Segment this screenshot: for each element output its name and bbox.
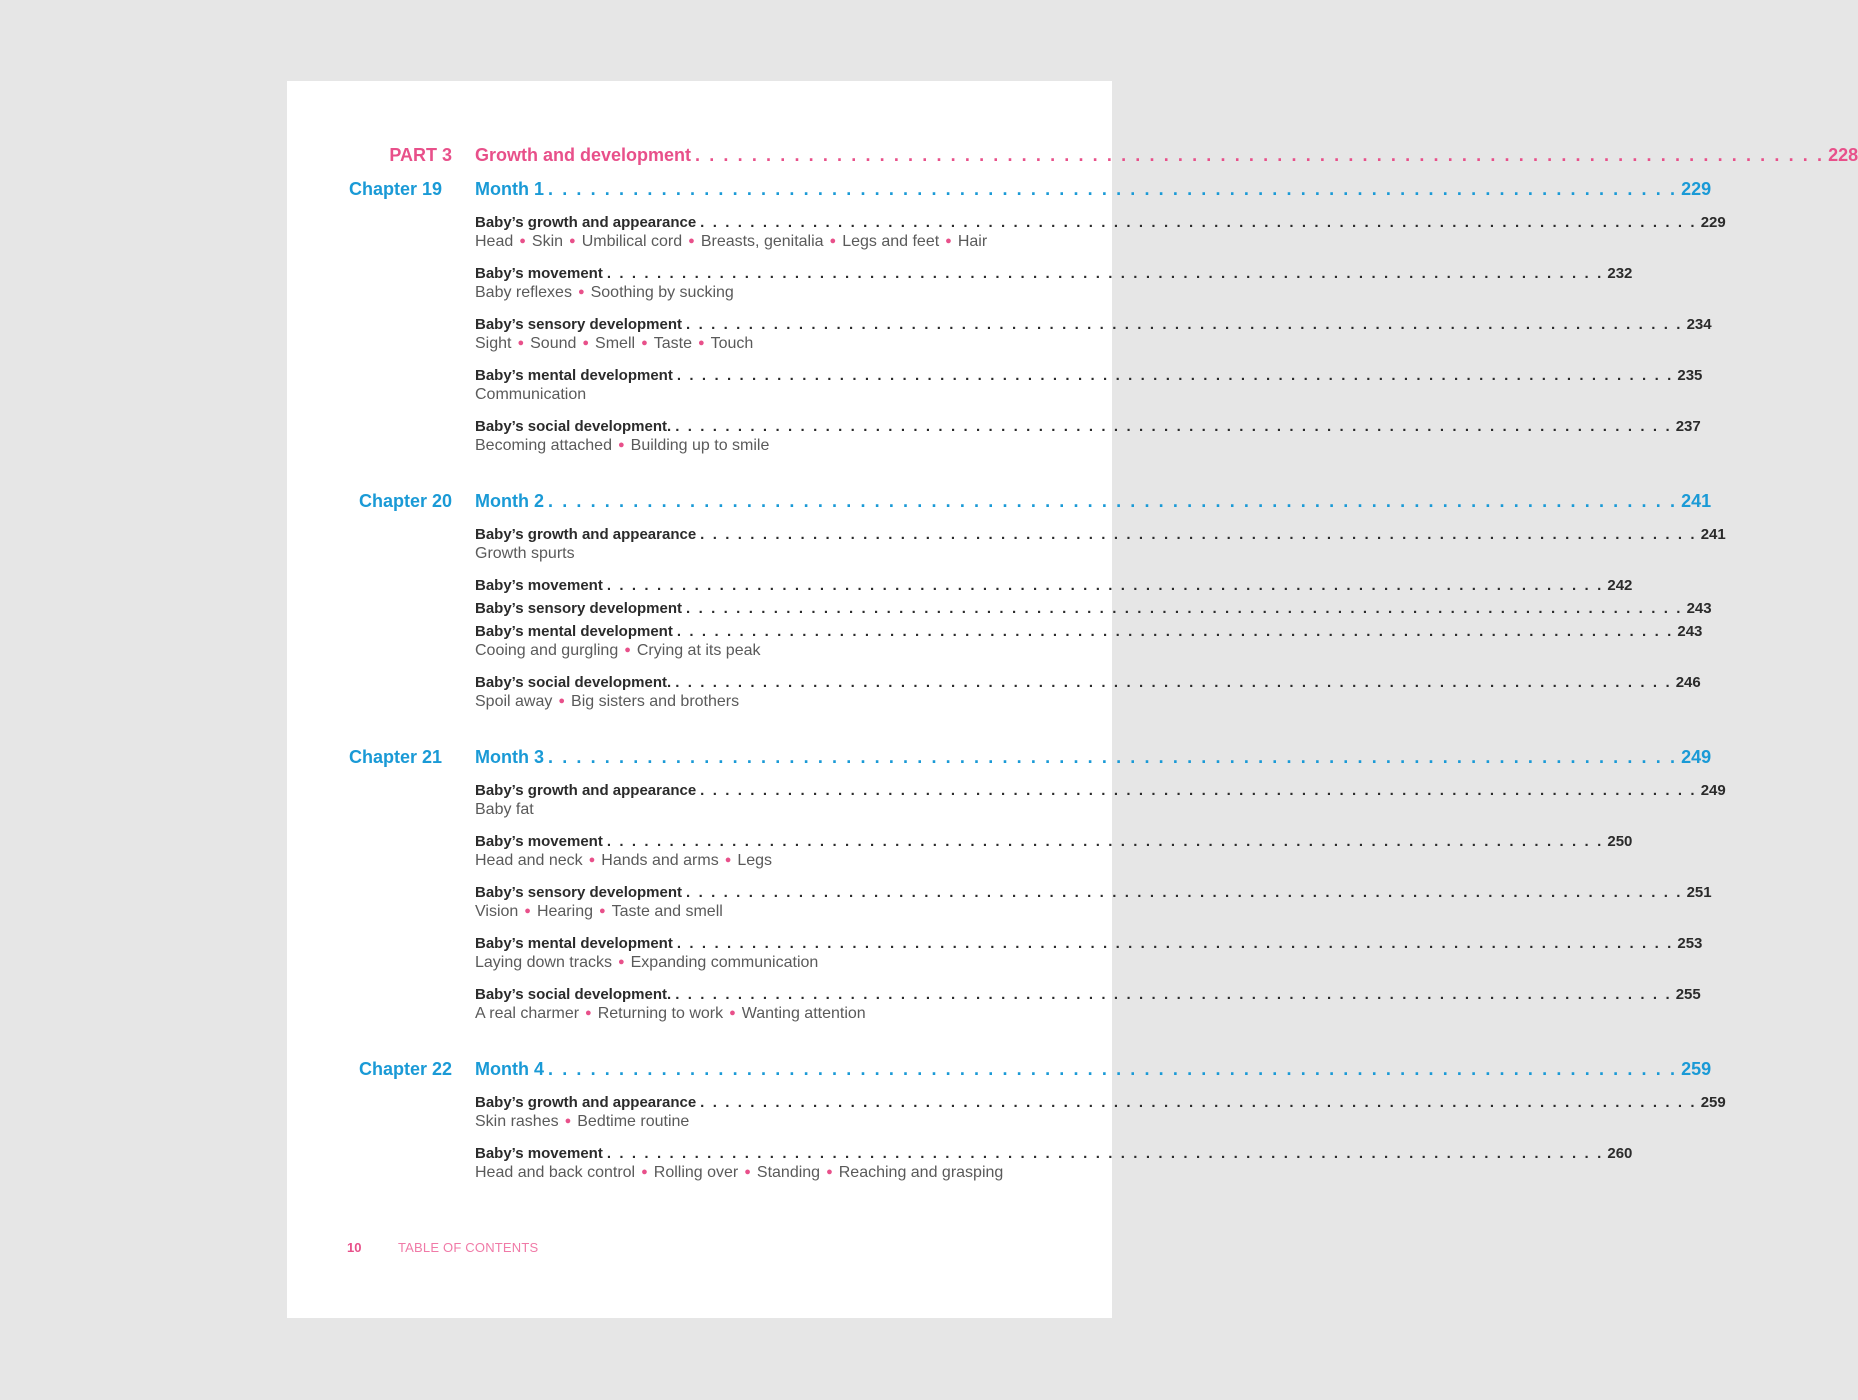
bullet-separator: ● xyxy=(744,1166,751,1178)
section-topics xyxy=(475,693,1015,711)
dot-leader: . . . . . . . . . . . . . . . . . . . . . . . . . . . . . . . . . . . . . . . . . . . . . . . . . . . . . . . . . . . . . . . . . . . . . . . . . . . . . . . . xyxy=(548,491,1678,511)
dot-leader: . . . . . . . . . . . . . . . . . . . . . . . . . . . . . . . . . . . . . . . . . . . . . . . . . . . . . . . . . . . . . . . . . . . . . . . . . . . . . . . . xyxy=(548,179,1678,199)
section-entry-title: Baby’s mental development xyxy=(475,935,673,952)
topic: Standing xyxy=(756,1164,821,1181)
section-entry-title: Baby’s mental development xyxy=(475,367,673,384)
topic: Vision xyxy=(475,903,519,920)
section-entry-page: 249 xyxy=(1700,782,1726,799)
section-entry-page: 241 xyxy=(1700,526,1726,543)
section-entry-page: 243 xyxy=(1686,600,1712,617)
section-topics xyxy=(475,1113,1015,1131)
topic: Hearing xyxy=(536,903,593,920)
topic: Baby fat xyxy=(475,801,534,818)
section-topics xyxy=(475,545,1015,563)
section-entry-page: 253 xyxy=(1677,935,1703,952)
book-page xyxy=(287,81,1858,1318)
dot-leader: . . . . . . . . . . . . . . . . . . . . . . . . . . . . . . . . . . . . . . . . . . . . . . . . . . . . . . . . . . . . . . . . . . . . . . . . . . . . . . . . xyxy=(700,526,1697,543)
section-entry-title: Baby’s mental development xyxy=(475,623,673,640)
section-topics xyxy=(475,852,1015,870)
part-heading-title: Growth and development xyxy=(475,145,692,165)
chapter-label: Chapter 19 xyxy=(348,179,442,199)
bullet-separator: ● xyxy=(641,1166,648,1178)
topic: Crying at its peak xyxy=(636,642,761,659)
topic: Laying down tracks xyxy=(475,954,612,971)
section-entry[interactable] xyxy=(475,623,1703,640)
bullet-separator: ● xyxy=(585,1007,592,1019)
topic: Touch xyxy=(710,335,754,352)
topic: Skin xyxy=(531,233,564,250)
topic: Sight xyxy=(475,335,512,352)
bullet-separator: ● xyxy=(826,1166,833,1178)
section-entry-title: Baby’s social development. xyxy=(475,418,672,435)
dot-leader: . . . . . . . . . . . . . . . . . . . . . . . . . . . . . . . . . . . . . . . . . . . . . . . . . . . . . . . . . . . . . . . . . . . . . . . . . . . . . . . . xyxy=(675,674,1672,691)
dot-leader: . . . . . . . . . . . . . . . . . . . . . . . . . . . . . . . . . . . . . . . . . . . . . . . . . . . . . . . . . . . . . . . . . . . . . . . . . . . . . . . . xyxy=(606,265,1604,282)
section-entry-title: Baby’s movement xyxy=(475,833,603,850)
section-entry-page: 234 xyxy=(1686,316,1712,333)
dot-leader: . . . . . . . . . . . . . . . . . . . . . . . . . . . . . . . . . . . . . . . . . . . . . . . . . . . . . . . . . . . . . . . . . . . . . . . . . . . . . . . . xyxy=(676,367,1674,384)
topic: Taste and smell xyxy=(611,903,723,920)
topic: Head xyxy=(475,233,514,250)
bullet-separator: ● xyxy=(729,1007,736,1019)
chapter-heading-title: Month 4 xyxy=(475,1059,544,1079)
topic: Sound xyxy=(530,335,577,352)
part-label: PART 3 xyxy=(389,145,452,165)
chapter-label: Chapter 20 xyxy=(358,491,452,511)
bullet-separator: ● xyxy=(577,286,585,298)
topic: Wanting attention xyxy=(741,1005,866,1022)
dot-leader: . . . . . . . . . . . . . . . . . . . . . . . . . . . . . . . . . . . . . . . . . . . . . . . . . . . . . . . . . . . . . . . . . . . . . . . . . . . . . . . . xyxy=(675,986,1672,1003)
topic: Hair xyxy=(957,233,988,250)
section-entry-title: Baby’s movement xyxy=(475,1145,603,1162)
dot-leader: . . . . . . . . . . . . . . . . . . . . . . . . . . . . . . . . . . . . . . . . . . . . . . . . . . . . . . . . . . . . . . . . . . . . . . . . . . . . . . . . xyxy=(606,1145,1604,1162)
section-entry-page: 250 xyxy=(1607,833,1633,850)
section-entry-page: 235 xyxy=(1677,367,1703,384)
dot-leader: . . . . . . . . . . . . . . . . . . . . . . . . . . . . . . . . . . . . . . . . . . . . . . . . . . . . . . . . . . . . . . . . . . . . . . . . . . . . . . . . xyxy=(700,214,1697,231)
section-topics xyxy=(475,642,1015,660)
bullet-separator: ● xyxy=(697,337,705,349)
bullet-separator: ● xyxy=(558,695,566,707)
chapter-heading-page: 259 xyxy=(1681,1059,1712,1079)
chapter-heading[interactable] xyxy=(475,1059,1712,1080)
bullet-separator: ● xyxy=(519,235,526,247)
topic: Breasts, genitalia xyxy=(700,233,824,250)
footer-label: TABLE OF CONTENTS xyxy=(398,1240,539,1255)
dot-leader: . . . . . . . . . . . . . . . . . . . . . . . . . . . . . . . . . . . . . . . . . . . . . . . . . . . . . . . . . . . . . . . . . . . . . . . . . . . . . . . . xyxy=(606,577,1604,594)
section-topics xyxy=(475,903,1015,921)
section-entry-page: 237 xyxy=(1675,418,1701,435)
section-entry[interactable] xyxy=(475,782,1726,799)
footer-page-number: 10 xyxy=(347,1240,362,1255)
chapter-heading-title: Month 1 xyxy=(475,179,544,199)
topic: Umbilical cord xyxy=(581,233,683,250)
bullet-separator: ● xyxy=(598,905,606,917)
section-entry[interactable] xyxy=(475,935,1703,952)
chapter-heading[interactable] xyxy=(475,747,1712,768)
section-entry[interactable] xyxy=(475,367,1703,384)
dot-leader: . . . . . . . . . . . . . . . . . . . . . . . . . . . . . . . . . . . . . . . . . . . . . . . . . . . . . . . . . . . . . . . . . . . . . . . . . . . . . . . . xyxy=(675,418,1672,435)
section-entry[interactable] xyxy=(475,214,1726,231)
topic: Legs xyxy=(737,852,773,869)
dot-leader: . . . . . . . . . . . . . . . . . . . . . . . . . . . . . . . . . . . . . . . . . . . . . . . . . . . . . . . . . . . . . . . . . . . . . . . . . . . . . . . . xyxy=(548,747,1678,767)
topic: A real charmer xyxy=(475,1005,580,1022)
section-entry[interactable] xyxy=(475,265,1633,282)
section-entry-page: 255 xyxy=(1675,986,1701,1003)
section-entry[interactable] xyxy=(475,418,1701,435)
section-entry-page: 260 xyxy=(1607,1145,1633,1162)
bullet-separator: ● xyxy=(588,854,596,866)
topic: Legs and feet xyxy=(842,233,940,250)
bullet-separator: ● xyxy=(641,337,648,349)
chapter-heading[interactable] xyxy=(475,491,1712,512)
section-entry-page: 229 xyxy=(1700,214,1726,231)
topic: Taste xyxy=(653,335,692,352)
section-entry[interactable] xyxy=(475,1145,1633,1162)
section-entry-title: Baby’s social development. xyxy=(475,986,672,1003)
topic: Spoil away xyxy=(475,693,553,710)
topic: Returning to work xyxy=(597,1005,724,1022)
dot-leader: . . . . . . . . . . . . . . . . . . . . . . . . . . . . . . . . . . . . . . . . . . . . . . . . . . . . . . . . . . . . . . . . . . . . . . . . . . . . . . . . xyxy=(700,782,1697,799)
topic: Head and neck xyxy=(475,852,583,869)
section-entry[interactable] xyxy=(475,884,1712,901)
dot-leader: . . . . . . . . . . . . . . . . . . . . . . . . . . . . . . . . . . . . . . . . . . . . . . . . . . . . . . . . . . . . . . . . . . . . . . . . . . . . . . . . xyxy=(686,884,1683,901)
section-topics xyxy=(475,1005,1015,1023)
topic: Expanding communication xyxy=(630,954,819,971)
topic: Skin rashes xyxy=(475,1113,559,1130)
topic: Smell xyxy=(595,335,636,352)
section-entry-title: Baby’s sensory development xyxy=(475,884,683,901)
dot-leader: . . . . . . . . . . . . . . . . . . . . . . . . . . . . . . . . . . . . . . . . . . . . . . . . . . . . . . . . . . . . . . . . . . . . . . . . . . . . . . . . xyxy=(548,1059,1678,1079)
section-entry-page: 259 xyxy=(1700,1094,1726,1111)
bullet-separator: ● xyxy=(624,644,631,656)
section-entry-title: Baby’s growth and appearance xyxy=(475,782,697,799)
section-topics xyxy=(475,954,1015,972)
bullet-separator: ● xyxy=(569,235,576,247)
section-entry[interactable] xyxy=(475,1094,1726,1111)
topic: Hands and arms xyxy=(601,852,719,869)
bullet-separator: ● xyxy=(829,235,837,247)
dot-leader: . . . . . . . . . . . . . . . . . . . . . . . . . . . . . . . . . . . . . . . . . . . . . . . . . . . . . . . . . . . . . . . . . . . . . . . . . . . . . . . . xyxy=(686,316,1683,333)
section-topics xyxy=(475,335,1015,353)
section-entry-title: Baby’s movement xyxy=(475,577,603,594)
chapter-heading[interactable] xyxy=(475,179,1712,200)
topic: Building up to smile xyxy=(630,437,770,454)
chapter-label: Chapter 21 xyxy=(348,747,442,767)
section-topics xyxy=(475,437,1015,455)
section-entry-page: 232 xyxy=(1607,265,1633,282)
bullet-separator: ● xyxy=(688,235,695,247)
section-entry-page: 246 xyxy=(1675,674,1701,691)
section-entry-page: 242 xyxy=(1607,577,1633,594)
section-entry-page: 251 xyxy=(1686,884,1712,901)
section-entry-title: Baby’s social development. xyxy=(475,674,672,691)
topic: Cooing and gurgling xyxy=(475,642,619,659)
section-topics xyxy=(475,233,1015,251)
topic: Baby reflexes xyxy=(475,284,572,301)
section-entry[interactable] xyxy=(475,674,1701,691)
section-entry-title: Baby’s sensory development xyxy=(475,316,683,333)
section-topics xyxy=(475,284,1015,302)
chapter-heading-title: Month 2 xyxy=(475,491,544,511)
bullet-separator: ● xyxy=(524,905,531,917)
topic: Reaching and grasping xyxy=(838,1164,1004,1181)
topic: Head and back control xyxy=(475,1164,636,1181)
section-entry-title: Baby’s sensory development xyxy=(475,600,683,617)
topic: Big sisters and brothers xyxy=(571,693,740,710)
section-topics xyxy=(475,1164,1015,1182)
section-entry[interactable] xyxy=(475,577,1633,594)
section-topics xyxy=(475,386,1015,404)
section-entry-title: Baby’s movement xyxy=(475,265,603,282)
topic: Growth spurts xyxy=(475,545,575,562)
dot-leader: . . . . . . . . . . . . . . . . . . . . . . . . . . . . . . . . . . . . . . . . . . . . . . . . . . . . . . . . . . . . . . . . . . . . . . . . . . . . . . . . xyxy=(686,600,1683,617)
dot-leader: . . . . . . . . . . . . . . . . . . . . . . . . . . . . . . . . . . . . . . . . . . . . . . . . . . . . . . . . . . . . . . . . . . . . . . . . . . . . . . . . xyxy=(700,1094,1697,1111)
section-entry-title: Baby’s growth and appearance xyxy=(475,526,697,543)
bullet-separator: ● xyxy=(724,854,732,866)
topic: Bedtime routine xyxy=(577,1113,690,1130)
topic: Rolling over xyxy=(653,1164,739,1181)
dot-leader: . . . . . . . . . . . . . . . . . . . . . . . . . . . . . . . . . . . . . . . . . . . . . . . . . . . . . . . . . . . . . . . . . . . . . . . . . . . . . . . . xyxy=(695,145,1825,165)
section-entry[interactable] xyxy=(475,600,1712,617)
section-entry[interactable] xyxy=(475,833,1633,850)
section-entry[interactable] xyxy=(475,316,1712,333)
bullet-separator: ● xyxy=(617,439,625,451)
part-heading[interactable] xyxy=(475,145,1858,166)
topic: Becoming attached xyxy=(475,437,612,454)
dot-leader: . . . . . . . . . . . . . . . . . . . . . . . . . . . . . . . . . . . . . . . . . . . . . . . . . . . . . . . . . . . . . . . . . . . . . . . . . . . . . . . . xyxy=(676,623,1674,640)
section-entry[interactable] xyxy=(475,986,1701,1003)
section-entry[interactable] xyxy=(475,526,1726,543)
chapter-heading-page: 249 xyxy=(1681,747,1712,767)
chapter-label: Chapter 22 xyxy=(358,1059,452,1079)
chapter-heading-page: 241 xyxy=(1681,491,1712,511)
chapter-heading-page: 229 xyxy=(1681,179,1712,199)
section-topics xyxy=(475,801,1015,819)
topic: Communication xyxy=(475,386,587,403)
section-entry-page: 243 xyxy=(1677,623,1703,640)
dot-leader: . . . . . . . . . . . . . . . . . . . . . . . . . . . . . . . . . . . . . . . . . . . . . . . . . . . . . . . . . . . . . . . . . . . . . . . . . . . . . . . . xyxy=(606,833,1604,850)
bullet-separator: ● xyxy=(945,235,952,247)
dot-leader: . . . . . . . . . . . . . . . . . . . . . . . . . . . . . . . . . . . . . . . . . . . . . . . . . . . . . . . . . . . . . . . . . . . . . . . . . . . . . . . . xyxy=(676,935,1674,952)
bullet-separator: ● xyxy=(617,956,625,968)
chapter-heading-title: Month 3 xyxy=(475,747,544,767)
part-heading-page: 228 xyxy=(1828,145,1858,165)
bullet-separator: ● xyxy=(564,1115,572,1127)
section-entry-title: Baby’s growth and appearance xyxy=(475,214,697,231)
bullet-separator: ● xyxy=(582,337,590,349)
bullet-separator: ● xyxy=(517,337,525,349)
section-entry-title: Baby’s growth and appearance xyxy=(475,1094,697,1111)
topic: Soothing by sucking xyxy=(590,284,734,301)
